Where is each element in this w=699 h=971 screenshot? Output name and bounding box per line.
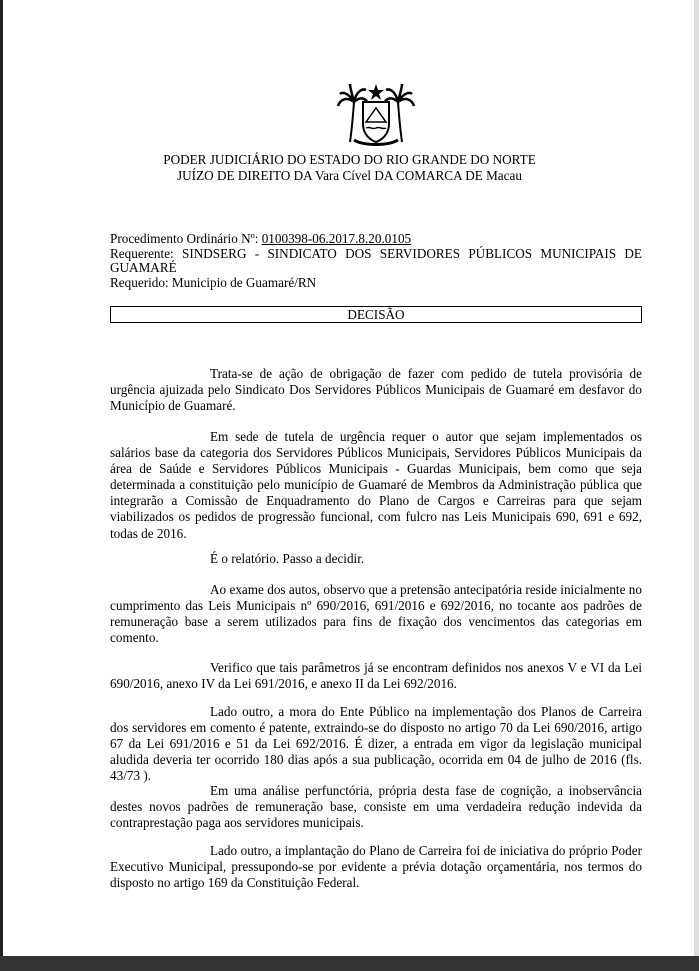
paragraph: Ao exame dos autos, observo que a pretensão antecipatória reside inicialmente no cumprimento das Leis Municipais nº 690/2016, 691/2016 e 692/2016, no tocante aos padrões de remuneração base a serem utilizados para fins de fixação dos vencimentos das categorias em comento. (110, 582, 642, 646)
procedimento-line (110, 232, 642, 246)
paragraph: É o relatório. Passo a decidir. (210, 551, 365, 566)
coat-of-arms-icon (336, 80, 416, 150)
document-title: DECISÃO (110, 306, 642, 323)
page-edge-bottom (0, 956, 699, 971)
header-court-name: PODER JUDICIÁRIO DO ESTADO DO RIO GRANDE DO NORTE (163, 152, 536, 167)
page-edge-right (694, 0, 699, 971)
paragraph: Trata-se de ação de obrigação de fazer com pedido de tutela provisória de urgência ajuizada pelo Sindicato Dos Servidores Públicos Municipais de Guamaré em desfavor do Município de Guamaré. (110, 366, 642, 414)
page-edge-left (0, 0, 3, 971)
paragraph: Lado outro, a mora do Ente Público na implementação dos Planos de Carreira dos servidores em comento é patente, extraindo-se do disposto no artigo 70 da Lei 690/2016, artigo 67 da Lei 691/2016 e 51 da Lei 692/2016. É dizer, a entrada em vigor da legislação municipal aludida deveria ter ocorrido 180 dias após a sua publicação, ocorrida em 04 de julho de 2016 (fls. 43/73 ). (110, 704, 642, 784)
requerido-line: Requerido: Municipio de Guamaré/RN (110, 275, 317, 290)
paragraph: Verifico que tais parâmetros já se encontram definidos nos anexos V e VI da Lei 690/2016, anexo IV da Lei 691/2016, e anexo II da Lei 692/2016. (110, 660, 642, 692)
procedimento-number: 0100398-06.2017.8.20.0105 (261, 231, 412, 246)
header-court-division: JUÍZO DE DIREITO DA Vara Cível DA COMARCA DE Macau (177, 168, 522, 183)
paragraph: Em sede de tutela de urgência requer o autor que sejam implementados os salários base da categoria dos Servidores Públicos Municipais, Servidores Públicos Municipais da área de Saúde e Servidores Públicos Municipais - Guardas Municipais, bem como que seja determinada a constituição pelo município de Guamaré de Membros da Administração pública que integrarão a Comissão de Enquadramento do Plano de Cargos e Carreiras para que sejam viabilizados os pedidos de progressão funcional, com fulcro nas Leis Municipais 690, 691 e 692, todas de 2016. (110, 429, 642, 541)
paragraph: Em uma análise perfunctória, própria desta fase de cognição, a inobservância destes novos padrões de remuneração base, consiste em uma verdadeira redução indevida da contraprestação paga aos servidores municipais. (110, 783, 642, 831)
procedimento-label: Procedimento Ordinário Nº: (110, 231, 259, 246)
requerente-line: Requerente: SINDSERG - SINDICATO DOS SERVIDORES PÚBLICOS MUNICIPAIS DE GUAMARÉ (110, 246, 642, 275)
paragraph: Lado outro, a implantação do Plano de Carreira foi de iniciativa do próprio Poder Executivo Municipal, pressupondo-se por evidente a prévia dotação orçamentária, nos termos do disposto no artigo 169 da Constituição Federal. (110, 843, 642, 891)
